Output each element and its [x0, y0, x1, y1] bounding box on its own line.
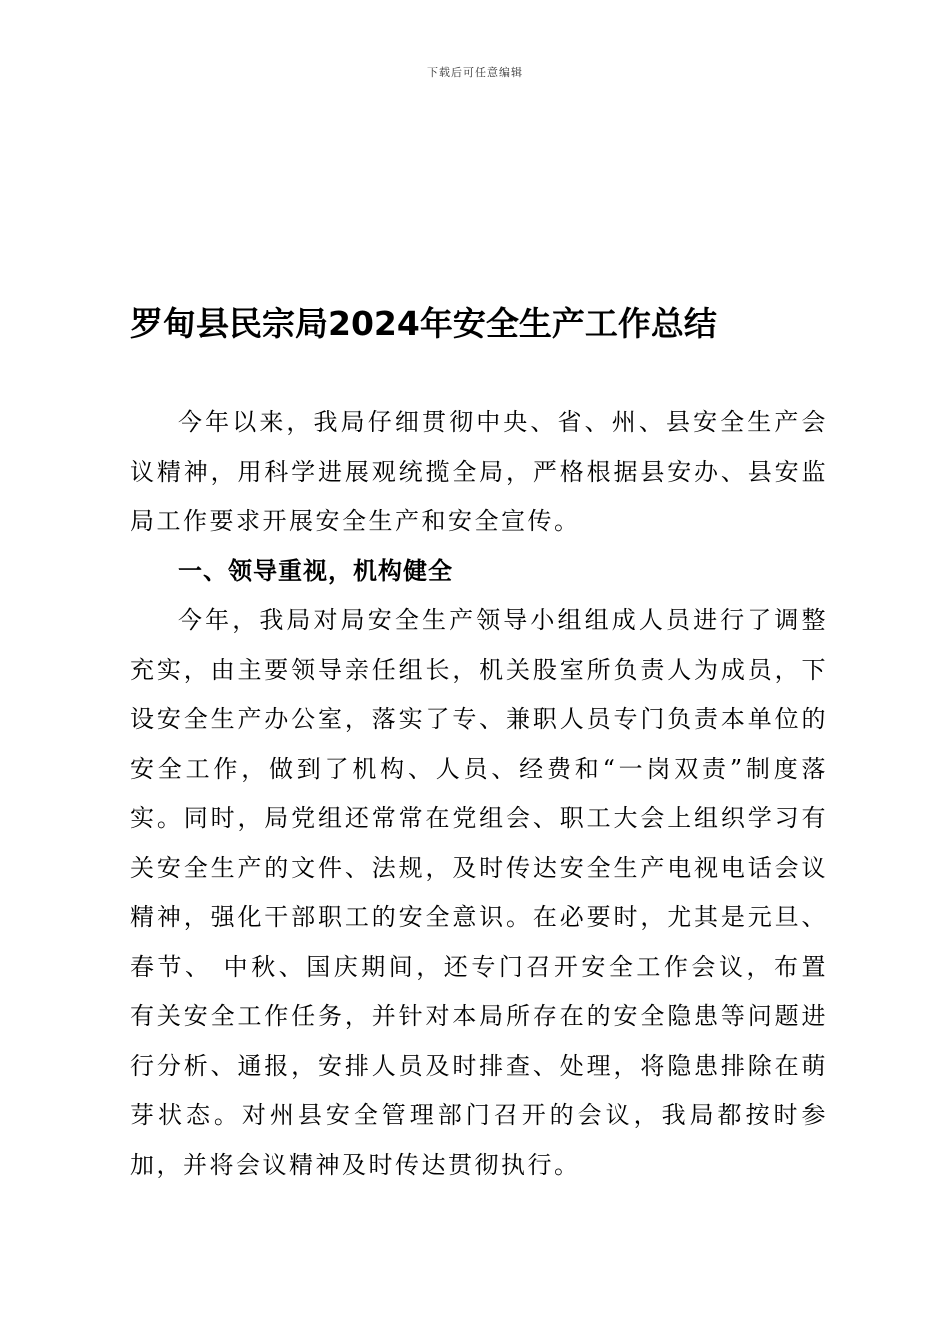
intro-paragraph: 今年以来，我局仔细贯彻中央、省、州、县安全生产会议精神，用科学进展观统揽全局，严格根据县安办、县安监局工作要求开展安全生产和安全宣传。	[130, 408, 828, 535]
section-heading: 一、领导重视，机构健全	[178, 556, 453, 585]
document-title: 罗甸县民宗局2024年安全生产工作总结	[130, 304, 717, 343]
document-body	[130, 398, 828, 1190]
section-paragraph: 今年，我局对局安全生产领导小组组成人员进行了调整充实，由主要领导亲任组长，机关股室所负责人为成员，下设安全生产办公室，落实了专、兼职人员专门负责本单位的安全工作，做到了机构、人员、经费和“一岗双责”制度落实。同时，局党组还常常在党组会、职工大会上组织学习有关安全生产的文件、法规，及时传达安全生产电视电话会议精神，强化干部职工的安全意识。在必要时，尤其是元旦、春节、 中秋、国庆期间，还专门召开安全工作会议，布置有关安全工作任务，并针对本局所存在的安全隐患等问题进行分析、通报，安排人员及时排查、处理，将隐患排除在萌芽状态。对州县安全管理部门召开的会议，我局都按时参加，并将会议精神及时传达贯彻执行。	[130, 606, 828, 1179]
header-note: 下载后可任意编辑	[427, 66, 523, 79]
